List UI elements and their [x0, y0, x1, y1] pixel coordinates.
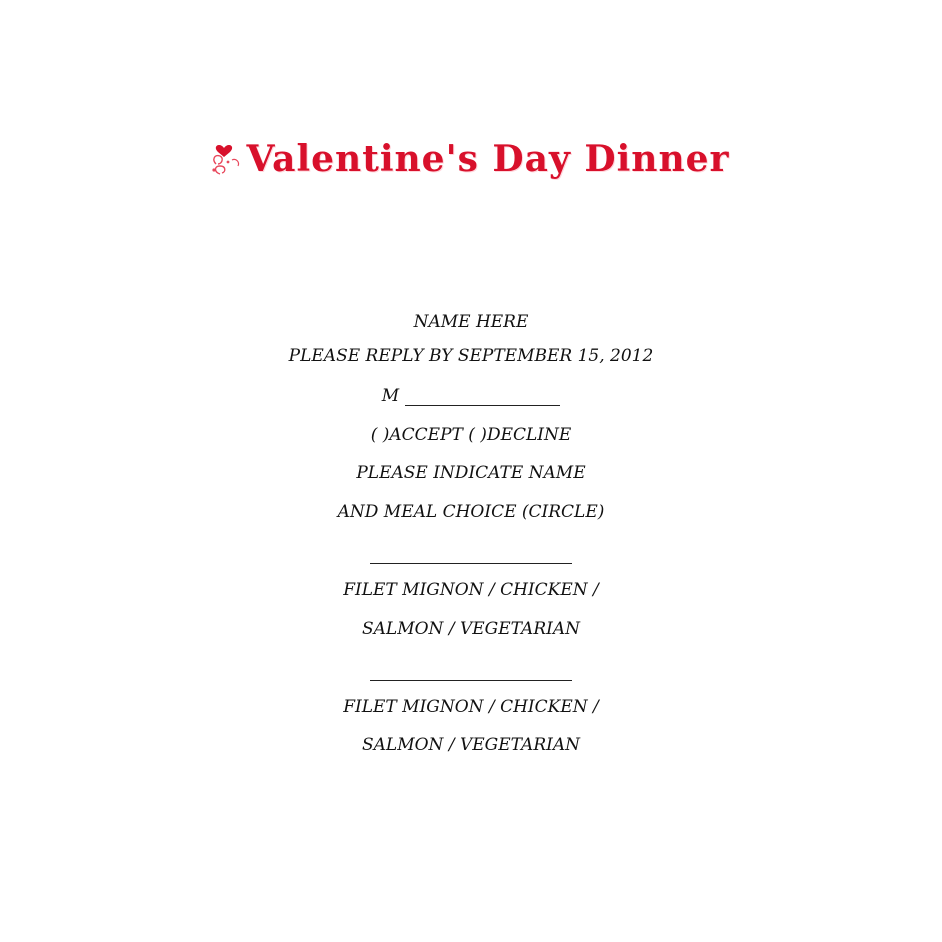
guest1-blank [370, 563, 572, 564]
guest2-options-line1: FILET MIGNON / CHICKEN / [343, 697, 599, 717]
guest2-blank-line [0, 661, 942, 681]
m-prefix: M [381, 386, 400, 406]
guest1-options-line2: SALMON / VEGETARIAN [362, 619, 580, 639]
guest1-options-line1: FILET MIGNON / CHICKEN / [343, 580, 599, 600]
heart-swirl-icon [210, 140, 254, 184]
title-row [0, 128, 942, 190]
reply-by-line: PLEASE REPLY BY SEPTEMBER 15, 2012 [288, 346, 654, 366]
guest2-options-line2: SALMON / VEGETARIAN [362, 735, 580, 755]
m-line [0, 386, 942, 406]
meal-choice-line: AND MEAL CHOICE (CIRCLE) [337, 502, 605, 522]
name-line: NAME HERE [413, 312, 529, 332]
m-blank [405, 405, 560, 406]
guest1-blank-line [0, 544, 942, 564]
accept-decline-line: ( )ACCEPT ( )DECLINE [370, 425, 572, 445]
guest2-blank [370, 680, 572, 681]
indicate-name-line: PLEASE INDICATE NAME [356, 463, 586, 483]
title-wrap [212, 138, 729, 180]
page-title: Valentine's Day Dinner [246, 138, 730, 180]
